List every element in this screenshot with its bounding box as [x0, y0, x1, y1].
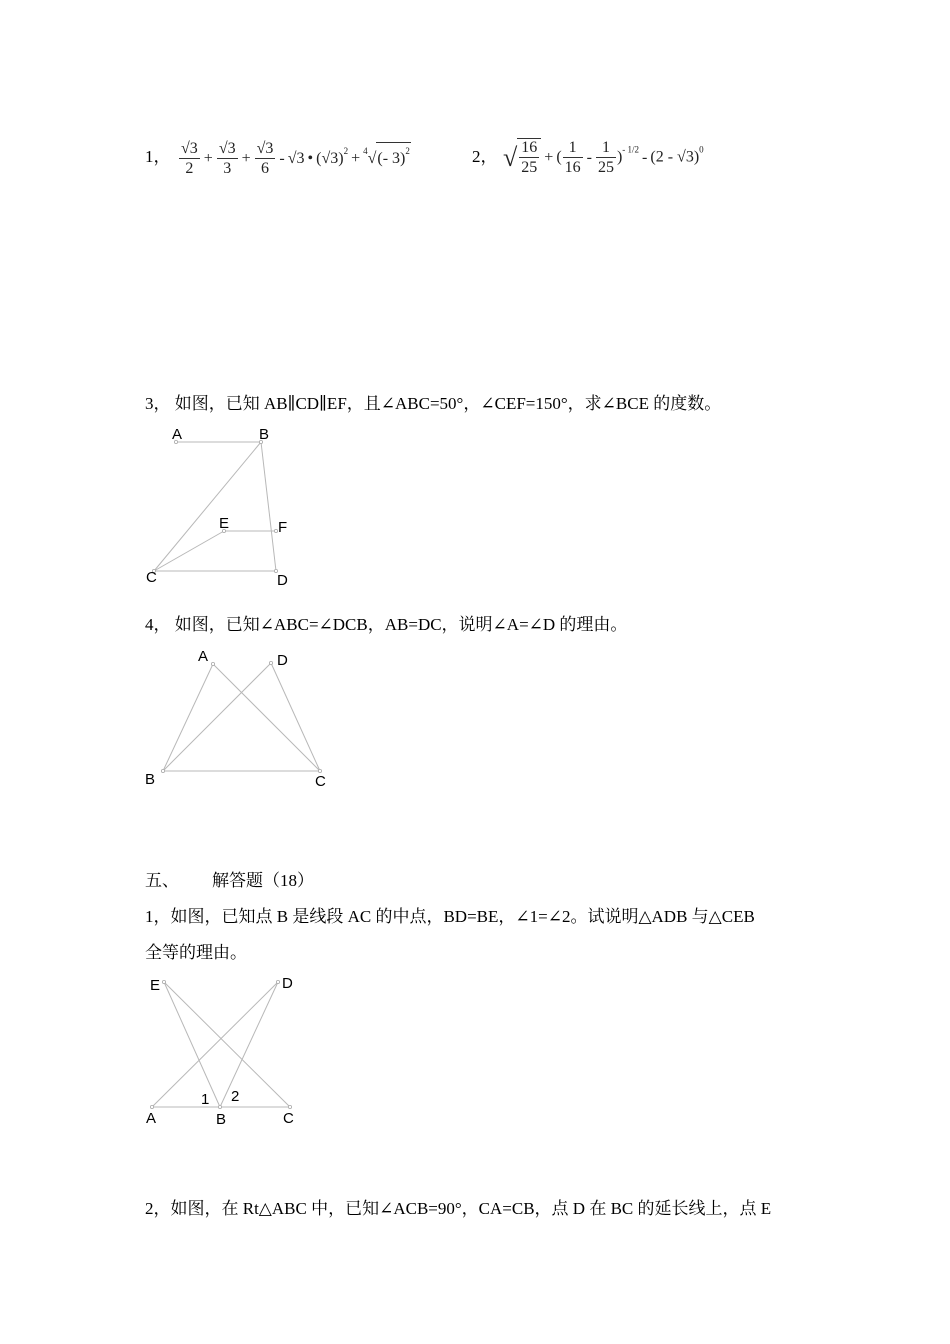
problem-2-expression: √ $\frac{16}{25}$ + ( $\frac{1}{16}$ - $\frac{1}{25}$ )$^{- 1/2}$ - (2 - √3)$^0$ — [503, 138, 704, 176]
fraction-3 — [255, 140, 276, 179]
radicand-base: (- 3) — [377, 150, 406, 168]
label-d: D — [282, 975, 293, 992]
term-sqrt3: √3 — [287, 150, 305, 168]
denominator: 16 — [564, 158, 581, 176]
label-b: B — [259, 426, 270, 443]
numerator: 1 — [596, 139, 616, 158]
exponent: 2 — [343, 146, 349, 157]
question-4-text: 4， 如图，已知∠ABC=∠DCB，AB=DC，说明∠A=∠D 的理由。 — [145, 615, 628, 634]
label-a: A — [198, 648, 209, 665]
angle-label-2: 2 — [231, 1088, 240, 1105]
numerator: √3 — [181, 140, 198, 157]
angle-label-1: 1 — [201, 1091, 210, 1108]
term-sqrt3-squared: (√3) — [316, 150, 344, 168]
segment-dc — [271, 663, 320, 771]
denominator: 6 — [261, 160, 270, 177]
section-5-q1-line1: 1，如图，已知点 B 是线段 AC 的中点，BD=BE，∠1=∠2。试说明△ADB 与△CEB — [145, 907, 755, 926]
label-f: F — [278, 519, 288, 536]
denominator: 2 — [185, 160, 194, 177]
label-a: A — [146, 1110, 157, 1127]
label-d: D — [277, 572, 288, 589]
denominator: 25 — [521, 159, 538, 176]
exponent: 2 — [405, 146, 410, 157]
label-b: B — [216, 1111, 227, 1128]
fraction-1 — [179, 140, 200, 179]
denominator: 3 — [223, 160, 232, 177]
segment-da — [152, 982, 278, 1107]
section-5-q2-line1: 2，如图，在 Rt△ABC 中，已知∠ACB=90°，CA=CB，点 D 在 BC 的延长线上，点 E — [145, 1199, 772, 1218]
numerator: 1 — [563, 139, 583, 158]
numerator: √3 — [256, 140, 274, 157]
section-5-number: 五、 — [145, 871, 179, 890]
section-5-heading: 解答题（18） — [212, 871, 314, 890]
problem-1-number: 1， — [145, 147, 171, 166]
point-c — [288, 1105, 291, 1108]
label-c: C — [283, 1110, 294, 1127]
term-2-minus-sqrt3: (2 - √3) — [650, 148, 700, 166]
multiply-dot: • — [307, 150, 314, 168]
root-index: 4 — [363, 146, 368, 157]
point-d — [269, 661, 272, 664]
segment-bd — [261, 442, 276, 571]
point-b — [161, 769, 164, 772]
label-e: E — [219, 515, 230, 532]
numerator: 16 — [521, 139, 538, 156]
figure-q4 — [140, 643, 340, 793]
point-e — [162, 980, 165, 983]
fraction-2 — [217, 140, 238, 179]
segment-db — [220, 982, 278, 1107]
numerator: √3 — [218, 140, 236, 157]
radicand-fraction — [517, 138, 541, 178]
segment-bc — [154, 442, 261, 571]
exponent-zero: 0 — [699, 144, 704, 155]
label-e: E — [150, 977, 161, 994]
fraction-1-16 — [563, 139, 583, 178]
segment-ec — [164, 982, 290, 1107]
point-a — [211, 662, 214, 665]
denominator: 25 — [597, 158, 614, 176]
exponent: - 1/2 — [622, 144, 640, 155]
label-d: D — [277, 652, 288, 669]
segment-ec — [154, 531, 224, 571]
segment-eb — [164, 982, 220, 1107]
problem-1-expression: $\frac{√3}{2}$ + $\frac{√3}{3}$ + $\frac{√3}{6}$ - √3 • $(√3)^2 + ^4√(-$ 3)$^2$ — [181, 140, 410, 177]
point-b — [218, 1105, 221, 1108]
question-3-text: 3， 如图，已知 AB∥CD∥EF，且∠ABC=50°，∠CEF=150°，求∠BCE 的度数。 — [145, 394, 722, 413]
segment-db — [163, 663, 271, 771]
label-c: C — [315, 773, 326, 790]
figure-s5-q1 — [140, 968, 320, 1133]
fraction-1-25 — [596, 139, 616, 178]
problem-2-number: 2， — [472, 147, 498, 166]
point-a — [150, 1105, 153, 1108]
figure-q3 — [140, 420, 310, 595]
point-d — [276, 980, 279, 983]
section-5-q1-line2: 全等的理由。 — [145, 943, 247, 962]
segment-ac — [213, 664, 320, 771]
segment-ab — [163, 664, 213, 771]
label-c: C — [146, 569, 157, 586]
label-b: B — [145, 771, 156, 788]
radicand — [376, 142, 410, 167]
label-a: A — [172, 426, 183, 443]
